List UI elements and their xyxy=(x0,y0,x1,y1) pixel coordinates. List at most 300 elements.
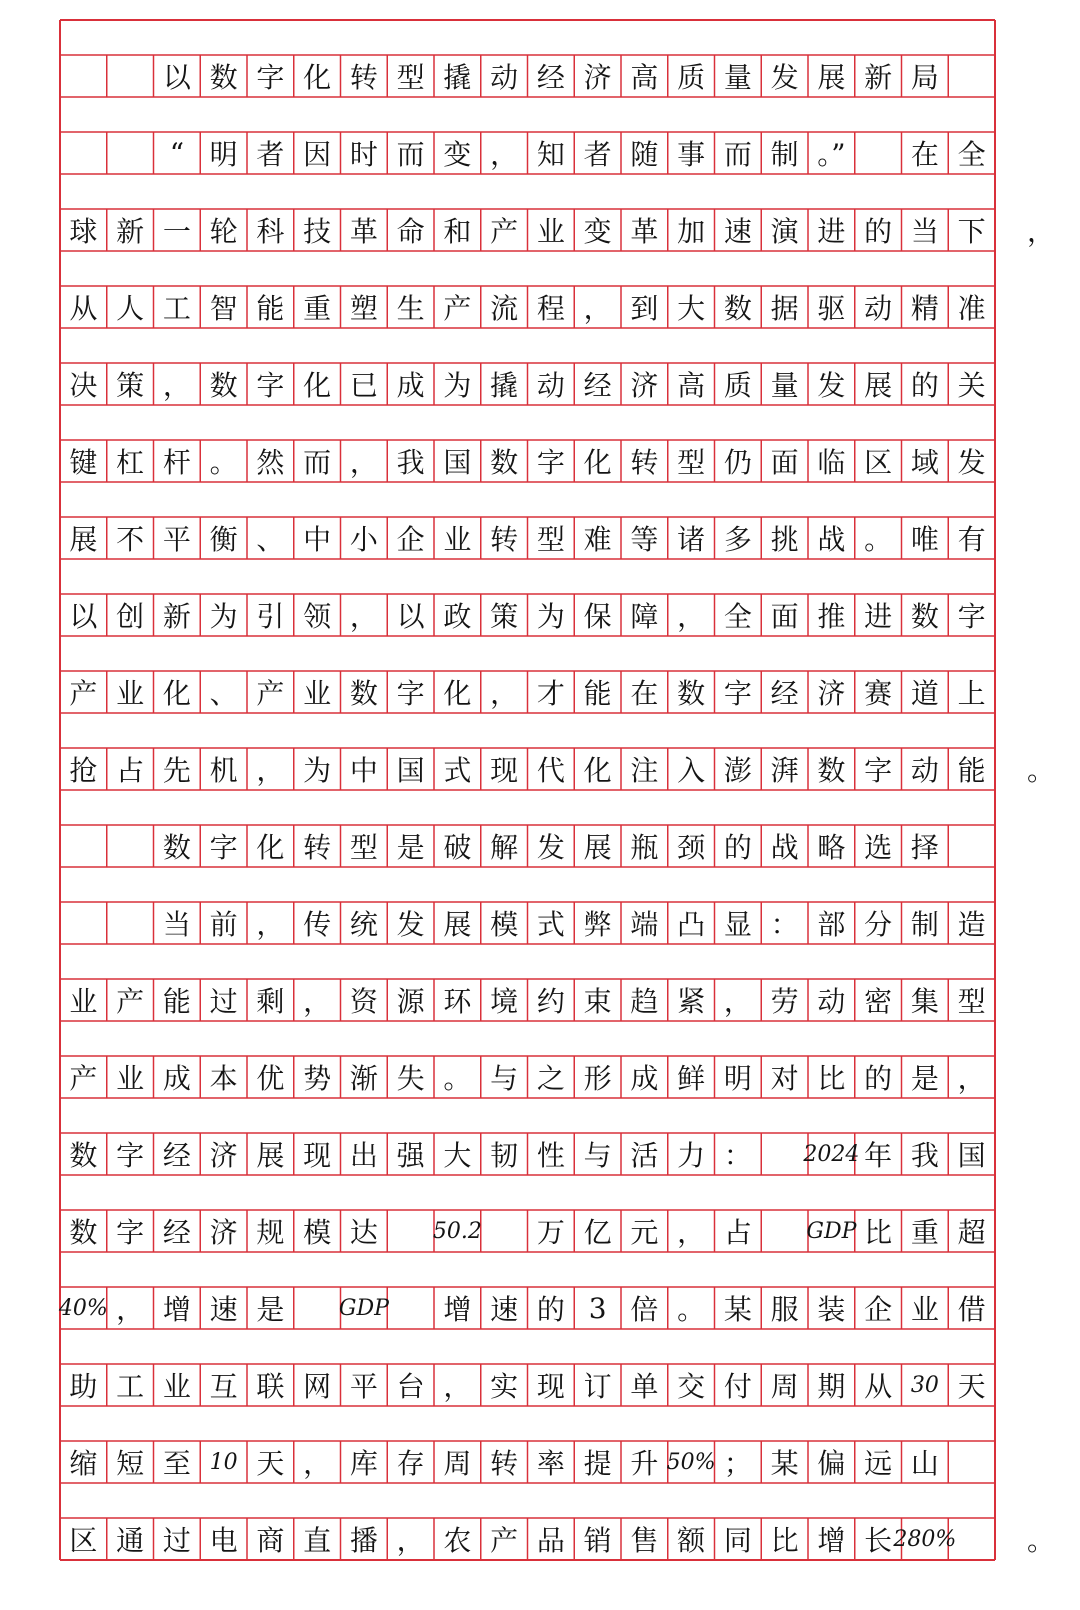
grid-cell: 因 xyxy=(303,138,332,171)
grid-cell: 策 xyxy=(490,600,519,633)
grid-cell: 成 xyxy=(630,1062,659,1095)
grid-cell: 面 xyxy=(770,600,799,633)
grid-cell: 紧 xyxy=(677,985,706,1018)
grid-cell: 。 xyxy=(864,523,893,556)
grid-cell: 挑 xyxy=(770,523,799,556)
grid-cell: 为 xyxy=(303,754,332,787)
grid-cell: 发 xyxy=(536,831,565,864)
grid-cell: 化 xyxy=(303,61,332,94)
grid-cell: 分 xyxy=(864,908,893,941)
grid-cell: 增 xyxy=(817,1524,846,1557)
grid-cell xyxy=(855,132,902,174)
grid-cell: 。” xyxy=(817,138,846,171)
grid-cell: 的 xyxy=(723,831,752,864)
text-row xyxy=(0,1364,1080,1406)
grid-cell: 转 xyxy=(303,831,332,864)
grid-cell: 精 xyxy=(910,292,939,325)
grid-cell: 售 xyxy=(630,1524,659,1557)
grid-cell: 颈 xyxy=(677,831,706,864)
grid-cell: 渐 xyxy=(349,1062,378,1095)
grid-cell: 超 xyxy=(957,1216,986,1249)
grid-cell: 活 xyxy=(630,1139,659,1172)
grid-cell: 商 xyxy=(256,1524,285,1557)
grid-cell: 50% xyxy=(666,1449,716,1475)
grid-cell: 我 xyxy=(910,1139,939,1172)
grid-cell: 年 xyxy=(864,1139,893,1172)
grid-cell: 型 xyxy=(957,985,986,1018)
grid-cell: 全 xyxy=(723,600,752,633)
grid-cell: 生 xyxy=(396,292,425,325)
grid-cell: 形 xyxy=(583,1062,612,1095)
grid-cell: 数 xyxy=(910,600,939,633)
grid-cell: 塑 xyxy=(349,292,378,325)
grid-cell: 进 xyxy=(817,215,846,248)
grid-cell: 至 xyxy=(162,1447,191,1480)
grid-cell: 动 xyxy=(864,292,893,325)
grid-cell: 性 xyxy=(536,1139,565,1172)
text-row xyxy=(0,979,1080,1021)
grid-cell: 济 xyxy=(209,1216,238,1249)
grid-cell: 工 xyxy=(116,1370,145,1403)
grid-cell: 台 xyxy=(396,1370,425,1403)
grid-cell: 展 xyxy=(817,61,846,94)
grid-cell xyxy=(107,902,154,944)
grid-cell: 束 xyxy=(583,985,612,1018)
grid-cell: 决 xyxy=(69,369,98,402)
grid-cell: 国 xyxy=(396,754,425,787)
grid-cell: 强 xyxy=(396,1139,425,1172)
grid-cell: 字 xyxy=(116,1216,145,1249)
grid-cell: ， xyxy=(256,754,285,787)
grid-cell: 量 xyxy=(770,369,799,402)
grid-cell: 业 xyxy=(116,1062,145,1095)
grid-cell: 领 xyxy=(303,600,332,633)
grid-cell: 字 xyxy=(256,369,285,402)
grid-cell: 展 xyxy=(256,1139,285,1172)
grid-cell: 准 xyxy=(957,292,986,325)
text-row xyxy=(0,1441,1080,1483)
grid-cell: ， xyxy=(303,1447,332,1480)
grid-cell: 重 xyxy=(303,292,332,325)
grid-cell: 明 xyxy=(723,1062,752,1095)
grid-cell: 造 xyxy=(957,908,986,941)
grid-cell: 展 xyxy=(443,908,472,941)
grid-cell: 、 xyxy=(209,677,238,710)
grid-cell: 端 xyxy=(630,908,659,941)
grid-cell: 存 xyxy=(396,1447,425,1480)
grid-cell: 关 xyxy=(957,369,986,402)
grid-cell xyxy=(481,1210,528,1252)
grid-cell: 澎 xyxy=(723,754,752,787)
grid-cell: 保 xyxy=(583,600,612,633)
grid-cell: 明 xyxy=(209,138,238,171)
grid-cell: 现 xyxy=(303,1139,332,1172)
grid-cell: 制 xyxy=(910,908,939,941)
grid-cell: 字 xyxy=(536,446,565,479)
grid-cell: 展 xyxy=(583,831,612,864)
grid-cell: 偏 xyxy=(817,1447,846,1480)
grid-cell: 工 xyxy=(162,292,191,325)
grid-cell: 动 xyxy=(536,369,565,402)
grid-cell: 全 xyxy=(957,138,986,171)
grid-cell: 先 xyxy=(162,754,191,787)
grid-cell: 区 xyxy=(69,1524,98,1557)
grid-cell xyxy=(107,55,154,97)
grid-cell: 数 xyxy=(817,754,846,787)
grid-cell: ， xyxy=(957,1062,986,1095)
grid-cell: 化 xyxy=(256,831,285,864)
grid-cell: 式 xyxy=(536,908,565,941)
text-row xyxy=(0,825,1080,867)
grid-cell: 量 xyxy=(723,61,752,94)
grid-cell: 加 xyxy=(677,215,706,248)
grid-cell: 上 xyxy=(957,677,986,710)
grid-cell: 的 xyxy=(910,369,939,402)
grid-cell: 域 xyxy=(910,446,939,479)
grid-cell: 不 xyxy=(116,523,145,556)
grid-cell: 弊 xyxy=(583,908,612,941)
grid-cell: 韧 xyxy=(490,1139,519,1172)
grid-cell: 机 xyxy=(209,754,238,787)
grid-cell: ， xyxy=(256,908,285,941)
grid-cell: 数 xyxy=(490,446,519,479)
grid-cell: 下 xyxy=(957,215,986,248)
grid-cell: 势 xyxy=(303,1062,332,1095)
grid-cell: 济 xyxy=(209,1139,238,1172)
text-row xyxy=(0,1518,1080,1560)
grid-cell: 济 xyxy=(583,61,612,94)
grid-cell: 从 xyxy=(69,292,98,325)
grid-cell: 新 xyxy=(116,215,145,248)
grid-cell: 成 xyxy=(396,369,425,402)
grid-cell: 破 xyxy=(443,831,472,864)
grid-cell: 随 xyxy=(630,138,659,171)
grid-cell: 劳 xyxy=(770,985,799,1018)
grid-cell: ， xyxy=(677,600,706,633)
grid-cell: 占 xyxy=(116,754,145,787)
grid-cell: ， xyxy=(583,292,612,325)
grid-cell xyxy=(107,132,154,174)
grid-cell: 平 xyxy=(349,1370,378,1403)
grid-cell: 产 xyxy=(69,677,98,710)
grid-cell: 资 xyxy=(349,985,378,1018)
grid-cell: 战 xyxy=(770,831,799,864)
grid-cell: 业 xyxy=(116,677,145,710)
grid-cell: 到 xyxy=(630,292,659,325)
text-row xyxy=(0,517,1080,559)
grid-cell: 。 xyxy=(209,446,238,479)
grid-cell: 入 xyxy=(677,754,706,787)
grid-cell: 是 xyxy=(396,831,425,864)
margin-punctuation: 。 xyxy=(1027,754,1056,787)
grid-cell: ， xyxy=(490,138,519,171)
grid-cell: 的 xyxy=(864,1062,893,1095)
grid-cell: 高 xyxy=(677,369,706,402)
grid-cell: 出 xyxy=(349,1139,378,1172)
grid-cell: 2024 xyxy=(803,1141,860,1167)
grid-cell: 业 xyxy=(536,215,565,248)
grid-cell xyxy=(60,132,107,174)
grid-cell: 单 xyxy=(630,1370,659,1403)
grid-cell: 知 xyxy=(536,138,565,171)
grid-cell: 转 xyxy=(349,61,378,94)
grid-cell: 撬 xyxy=(443,61,472,94)
grid-cell: 演 xyxy=(770,215,799,248)
text-row xyxy=(0,363,1080,405)
grid-cell: 增 xyxy=(443,1293,472,1326)
grid-cell: ： xyxy=(723,1139,752,1172)
grid-cell: 过 xyxy=(162,1524,191,1557)
grid-cell: 30 xyxy=(910,1372,939,1398)
grid-cell: 速 xyxy=(209,1293,238,1326)
grid-cell xyxy=(948,55,995,97)
grid-cell: 字 xyxy=(256,61,285,94)
grid-cell xyxy=(294,1287,341,1329)
grid-cell: 数 xyxy=(209,61,238,94)
grid-cell: 数 xyxy=(162,831,191,864)
grid-cell: 赛 xyxy=(864,677,893,710)
grid-cell: 转 xyxy=(490,1447,519,1480)
grid-cell: 中 xyxy=(303,523,332,556)
grid-cell: 与 xyxy=(583,1139,612,1172)
grid-cell xyxy=(387,1210,434,1252)
grid-cell: 数 xyxy=(69,1216,98,1249)
grid-cell xyxy=(107,825,154,867)
grid-cell: 经 xyxy=(162,1216,191,1249)
grid-cell: 解 xyxy=(490,831,519,864)
grid-cell: 产 xyxy=(256,677,285,710)
grid-cell: 型 xyxy=(536,523,565,556)
grid-cell: 亿 xyxy=(583,1216,612,1249)
grid-cell: 统 xyxy=(349,908,378,941)
grid-cell: 等 xyxy=(630,523,659,556)
grid-cell: 事 xyxy=(677,138,706,171)
grid-cell: 化 xyxy=(583,754,612,787)
grid-cell: 库 xyxy=(349,1447,378,1480)
grid-cell: 国 xyxy=(957,1139,986,1172)
grid-cell: ， xyxy=(723,985,752,1018)
grid-cell: 选 xyxy=(864,831,893,864)
text-row xyxy=(0,1287,1080,1329)
grid-cell: 电 xyxy=(209,1524,238,1557)
grid-cell: ， xyxy=(349,600,378,633)
grid-cell: 发 xyxy=(396,908,425,941)
grid-cell: 达 xyxy=(349,1216,378,1249)
grid-cell: 互 xyxy=(209,1370,238,1403)
grid-cell: 助 xyxy=(69,1370,98,1403)
grid-cell: 远 xyxy=(864,1447,893,1480)
grid-cell: 模 xyxy=(303,1216,332,1249)
grid-cell: 力 xyxy=(677,1139,706,1172)
grid-cell: 部 xyxy=(817,908,846,941)
grid-cell: 质 xyxy=(677,61,706,94)
grid-cell: 湃 xyxy=(770,754,799,787)
grid-cell: ， xyxy=(677,1216,706,1249)
grid-cell: 显 xyxy=(723,908,752,941)
grid-cell xyxy=(60,902,107,944)
grid-cell: 创 xyxy=(116,600,145,633)
grid-cell: 展 xyxy=(864,369,893,402)
grid-cell: 障 xyxy=(630,600,659,633)
grid-cell: 业 xyxy=(162,1370,191,1403)
grid-cell: 仍 xyxy=(723,446,752,479)
grid-cell: 局 xyxy=(910,61,939,94)
grid-cell: ， xyxy=(443,1370,472,1403)
grid-cell: ， xyxy=(162,369,191,402)
grid-cell: 以 xyxy=(69,600,98,633)
text-row xyxy=(0,132,1080,174)
grid-cell: 50.2 xyxy=(432,1218,482,1244)
grid-cell: 才 xyxy=(536,677,565,710)
grid-cell: 业 xyxy=(910,1293,939,1326)
grid-cell: GDP xyxy=(806,1218,857,1244)
grid-cell: 制 xyxy=(770,138,799,171)
grid-cell: 驱 xyxy=(817,292,846,325)
grid-cell: 时 xyxy=(349,138,378,171)
grid-cell: 播 xyxy=(349,1524,378,1557)
grid-cell: 大 xyxy=(677,292,706,325)
grid-cell: 借 xyxy=(957,1293,986,1326)
grid-cell: 缩 xyxy=(69,1447,98,1480)
grid-cell: 周 xyxy=(443,1447,472,1480)
text-row xyxy=(0,1133,1080,1175)
grid-cell: 能 xyxy=(162,985,191,1018)
grid-cell: 济 xyxy=(630,369,659,402)
grid-cell: 的 xyxy=(864,215,893,248)
grid-cell: 道 xyxy=(910,677,939,710)
grid-cell: 转 xyxy=(490,523,519,556)
grid-cell: ， xyxy=(490,677,519,710)
grid-cell: 凸 xyxy=(677,908,706,941)
grid-cell: 同 xyxy=(723,1524,752,1557)
grid-cell: 化 xyxy=(583,446,612,479)
margin-punctuation: ， xyxy=(1027,215,1056,248)
grid-cell: 字 xyxy=(116,1139,145,1172)
grid-cell: 率 xyxy=(536,1447,565,1480)
grid-cell: 和 xyxy=(443,215,472,248)
grid-cell: 流 xyxy=(490,292,519,325)
grid-cell: 唯 xyxy=(910,523,939,556)
grid-cell: 技 xyxy=(303,215,332,248)
grid-cell: 在 xyxy=(630,677,659,710)
grid-cell: 动 xyxy=(490,61,519,94)
grid-cell: 者 xyxy=(583,138,612,171)
grid-cell: 失 xyxy=(396,1062,425,1095)
grid-cell: 抢 xyxy=(69,754,98,787)
grid-cell: 变 xyxy=(583,215,612,248)
grid-cell: 比 xyxy=(770,1524,799,1557)
text-row xyxy=(0,440,1080,482)
grid-cell: 规 xyxy=(256,1216,285,1249)
grid-cell: ； xyxy=(723,1447,752,1480)
grid-cell: 剩 xyxy=(256,985,285,1018)
grid-cell: 面 xyxy=(770,446,799,479)
grid-cell: 产 xyxy=(490,215,519,248)
grid-cell: 式 xyxy=(443,754,472,787)
grid-cell: 为 xyxy=(536,600,565,633)
grid-cell: 装 xyxy=(817,1293,846,1326)
grid-cell: “ xyxy=(169,136,185,170)
grid-cell: 趋 xyxy=(630,985,659,1018)
grid-cell: 球 xyxy=(69,215,98,248)
text-row xyxy=(0,671,1080,713)
grid-cell: 程 xyxy=(536,292,565,325)
grid-cell xyxy=(948,825,995,867)
grid-cell: 短 xyxy=(116,1447,145,1480)
text-row xyxy=(0,209,1080,251)
grid-cell: 现 xyxy=(490,754,519,787)
grid-cell: 比 xyxy=(817,1062,846,1095)
grid-cell: 是 xyxy=(256,1293,285,1326)
grid-cell: 新 xyxy=(864,61,893,94)
grid-cell: 是 xyxy=(910,1062,939,1095)
grid-cell: 源 xyxy=(396,985,425,1018)
grid-cell: 动 xyxy=(910,754,939,787)
grid-cell: 对 xyxy=(770,1062,799,1095)
grid-cell: 本 xyxy=(209,1062,238,1095)
grid-cell: 型 xyxy=(677,446,706,479)
grid-cell: 政 xyxy=(443,600,472,633)
grid-cell: 经 xyxy=(583,369,612,402)
text-row xyxy=(0,902,1080,944)
grid-cell: 战 xyxy=(817,523,846,556)
grid-cell: 实 xyxy=(490,1370,519,1403)
grid-cell: 择 xyxy=(910,831,939,864)
grid-cell: 发 xyxy=(770,61,799,94)
grid-cell: 字 xyxy=(396,677,425,710)
grid-cell: ， xyxy=(349,446,378,479)
grid-cell: 进 xyxy=(864,600,893,633)
grid-cell: 杆 xyxy=(162,446,191,479)
grid-cell: 40% xyxy=(58,1295,108,1321)
grid-cell xyxy=(761,1133,808,1175)
grid-cell: 高 xyxy=(630,61,659,94)
grid-cell: 注 xyxy=(630,754,659,787)
grid-cell: 字 xyxy=(209,831,238,864)
grid-cell: 键 xyxy=(69,446,98,479)
grid-cell: 质 xyxy=(723,369,752,402)
grid-cell: 万 xyxy=(536,1216,565,1249)
grid-cell: 为 xyxy=(209,600,238,633)
grid-cell: 轮 xyxy=(209,215,238,248)
grid-cell: 山 xyxy=(910,1447,939,1480)
grid-cell: 字 xyxy=(957,600,986,633)
grid-cell: 产 xyxy=(116,985,145,1018)
grid-cell: 交 xyxy=(677,1370,706,1403)
grid-cell: 产 xyxy=(443,292,472,325)
grid-cell: 。 xyxy=(443,1062,472,1095)
grid-cell: 者 xyxy=(256,138,285,171)
grid-cell: 长 xyxy=(864,1524,893,1557)
grid-cell: 能 xyxy=(957,754,986,787)
grid-cell: 、 xyxy=(256,523,285,556)
grid-cell: 推 xyxy=(817,600,846,633)
grid-cell: 区 xyxy=(864,446,893,479)
text-row xyxy=(0,1210,1080,1252)
grid-cell: 业 xyxy=(443,523,472,556)
grid-cell: 略 xyxy=(817,831,846,864)
grid-cell: 品 xyxy=(536,1524,565,1557)
grid-cell: 衡 xyxy=(209,523,238,556)
grid-cell: 杠 xyxy=(116,446,145,479)
text-row xyxy=(0,748,1080,790)
grid-cell: 与 xyxy=(490,1062,519,1095)
grid-cell: 周 xyxy=(770,1370,799,1403)
grid-cell: 化 xyxy=(443,677,472,710)
grid-cell: ： xyxy=(770,908,799,941)
grid-cell: 境 xyxy=(490,985,519,1018)
grid-cell: 字 xyxy=(864,754,893,787)
